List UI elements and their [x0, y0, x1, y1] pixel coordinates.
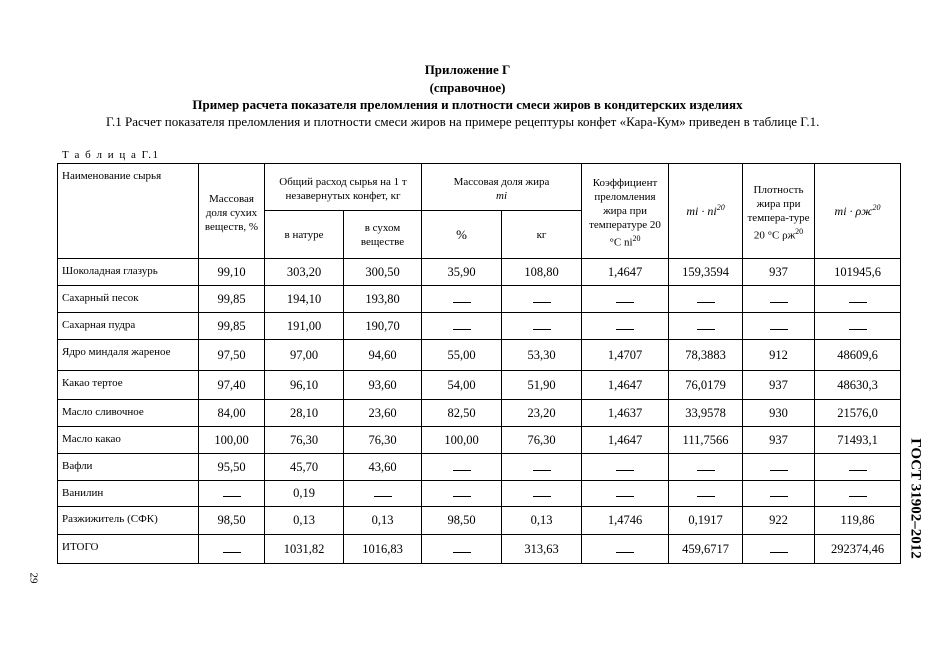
cell-product-rho: 48630,3	[815, 371, 901, 400]
cell-density	[743, 481, 815, 507]
cell-product-rho	[815, 286, 901, 313]
cell-dry-mass: 100,00	[199, 427, 265, 454]
cell-refraction: 1,4647	[582, 259, 669, 286]
header-refraction-label: Коэффициент преломления жира при температуре 20 °С ni	[589, 176, 661, 249]
table-row	[58, 454, 901, 481]
cell-product-n: 159,3594	[669, 259, 743, 286]
cell-dry-substance: 93,60	[344, 371, 422, 400]
cell-dry-substance: 23,60	[344, 400, 422, 427]
calculation-table	[57, 163, 901, 564]
cell-fat-kg: 313,63	[502, 535, 582, 564]
cell-density	[743, 535, 815, 564]
cell-refraction	[582, 313, 669, 340]
header-natural: в натуре	[265, 211, 344, 259]
cell-density: 912	[743, 340, 815, 371]
cell-fat-percent: 35,90	[422, 259, 502, 286]
table-row	[58, 286, 901, 313]
dash-mark	[533, 321, 551, 330]
header-density	[743, 164, 815, 259]
cell-natural: 28,10	[265, 400, 344, 427]
cell-fat-kg: 23,20	[502, 400, 582, 427]
header-dry: в сухом веществе	[344, 211, 422, 259]
header-density-label: Плотность жира при темпера-туре 20 °С ρж	[747, 183, 810, 242]
cell-fat-kg	[502, 481, 582, 507]
cell-fat-kg: 76,30	[502, 427, 582, 454]
dash-mark	[616, 544, 634, 553]
row-name: Ванилин	[58, 481, 199, 507]
cell-dry-mass: 84,00	[199, 400, 265, 427]
cell-product-rho: 292374,46	[815, 535, 901, 564]
cell-natural: 194,10	[265, 286, 344, 313]
row-name: Шоколадная глазурь	[58, 259, 199, 286]
cell-fat-percent: 54,00	[422, 371, 502, 400]
cell-refraction: 1,4707	[582, 340, 669, 371]
dash-mark	[453, 544, 471, 553]
dash-mark	[697, 488, 715, 497]
dash-mark	[849, 488, 867, 497]
cell-density	[743, 286, 815, 313]
cell-dry-substance: 0,13	[344, 507, 422, 535]
cell-dry-substance: 190,70	[344, 313, 422, 340]
dash-mark	[849, 321, 867, 330]
cell-fat-percent	[422, 313, 502, 340]
cell-dry-mass: 99,85	[199, 313, 265, 340]
cell-density	[743, 313, 815, 340]
cell-fat-percent	[422, 535, 502, 564]
cell-density: 922	[743, 507, 815, 535]
cell-refraction	[582, 286, 669, 313]
dash-mark	[374, 488, 392, 497]
table-caption: Т а б л и ц а Г.1	[62, 149, 160, 161]
cell-natural: 0,13	[265, 507, 344, 535]
dash-mark	[770, 462, 788, 471]
cell-product-n	[669, 481, 743, 507]
row-name: ИТОГО	[58, 535, 199, 564]
cell-product-n: 33,9578	[669, 400, 743, 427]
cell-fat-percent: 82,50	[422, 400, 502, 427]
cell-dry-mass: 99,10	[199, 259, 265, 286]
header-fat-fraction	[422, 164, 582, 211]
cell-density: 937	[743, 259, 815, 286]
cell-fat-percent: 100,00	[422, 427, 502, 454]
cell-natural: 45,70	[265, 454, 344, 481]
header-product-rho-label: mi · ρж	[834, 204, 873, 218]
header-product-rho-sup: 20	[872, 203, 881, 212]
cell-dry-mass	[199, 535, 265, 564]
cell-product-n: 0,1917	[669, 507, 743, 535]
cell-product-n: 78,3883	[669, 340, 743, 371]
cell-dry-substance: 193,80	[344, 286, 422, 313]
header-kg: кг	[502, 211, 582, 259]
table-row	[58, 481, 901, 507]
row-name: Вафли	[58, 454, 199, 481]
cell-dry-substance: 94,60	[344, 340, 422, 371]
cell-product-n: 459,6717	[669, 535, 743, 564]
cell-dry-substance	[344, 481, 422, 507]
cell-product-rho: 101945,6	[815, 259, 901, 286]
appendix-subtitle: (справочное)	[429, 80, 506, 95]
dash-mark	[770, 294, 788, 303]
cell-natural: 96,10	[265, 371, 344, 400]
dash-mark	[616, 294, 634, 303]
cell-product-rho	[815, 313, 901, 340]
cell-product-n: 76,0179	[669, 371, 743, 400]
header-total-consumption: Общий расход сырья на 1 т незавернутых конфет, кг	[265, 164, 422, 211]
cell-natural: 303,20	[265, 259, 344, 286]
cell-refraction: 1,4647	[582, 371, 669, 400]
cell-density: 937	[743, 371, 815, 400]
cell-dry-mass: 98,50	[199, 507, 265, 535]
dash-mark	[533, 488, 551, 497]
header-product-n-label: mi · ni	[686, 204, 717, 218]
cell-product-rho: 71493,1	[815, 427, 901, 454]
row-name: Ядро миндаля жареное	[58, 340, 199, 371]
cell-refraction	[582, 535, 669, 564]
row-name: Сахарная пудра	[58, 313, 199, 340]
header-product-rho	[815, 164, 901, 259]
cell-fat-kg: 108,80	[502, 259, 582, 286]
table-row	[58, 535, 901, 564]
cell-density: 937	[743, 427, 815, 454]
dash-mark	[770, 321, 788, 330]
standard-label-text: ГОСТ 31902–2012	[907, 438, 924, 559]
cell-fat-kg: 0,13	[502, 507, 582, 535]
cell-natural: 97,00	[265, 340, 344, 371]
cell-dry-substance: 76,30	[344, 427, 422, 454]
header-fat-symbol: mi	[496, 189, 507, 202]
dash-mark	[223, 544, 241, 553]
dash-mark	[616, 488, 634, 497]
cell-fat-kg	[502, 454, 582, 481]
cell-fat-percent	[422, 454, 502, 481]
dash-mark	[223, 488, 241, 497]
cell-fat-kg	[502, 286, 582, 313]
cell-natural: 191,00	[265, 313, 344, 340]
table-row	[58, 371, 901, 400]
row-name: Какао тертое	[58, 371, 199, 400]
row-name: Масло сливочное	[58, 400, 199, 427]
cell-natural: 76,30	[265, 427, 344, 454]
dash-mark	[697, 321, 715, 330]
cell-fat-percent	[422, 286, 502, 313]
cell-dry-mass: 99,85	[199, 286, 265, 313]
cell-product-n	[669, 454, 743, 481]
cell-product-n	[669, 313, 743, 340]
cell-fat-kg: 51,90	[502, 371, 582, 400]
cell-dry-substance: 43,60	[344, 454, 422, 481]
cell-dry-substance: 300,50	[344, 259, 422, 286]
table-header-row	[58, 164, 901, 211]
cell-product-rho: 21576,0	[815, 400, 901, 427]
header-refraction-sup: 20	[632, 233, 641, 243]
dash-mark	[770, 488, 788, 497]
table-row	[58, 340, 901, 371]
cell-dry-mass: 97,40	[199, 371, 265, 400]
cell-natural: 0,19	[265, 481, 344, 507]
cell-natural: 1031,82	[265, 535, 344, 564]
dash-mark	[616, 462, 634, 471]
table-row	[58, 313, 901, 340]
dash-mark	[533, 462, 551, 471]
page-number: 29	[27, 572, 40, 584]
header-density-sup: 20	[795, 226, 804, 236]
cell-product-n	[669, 286, 743, 313]
dash-mark	[453, 462, 471, 471]
header-product-n	[669, 164, 743, 259]
cell-product-rho	[815, 454, 901, 481]
header-percent: %	[422, 211, 502, 259]
dash-mark	[453, 294, 471, 303]
header-name: Наименование сырья	[58, 164, 199, 259]
dash-mark	[697, 462, 715, 471]
dash-mark	[849, 294, 867, 303]
standard-label	[905, 430, 925, 570]
cell-product-rho: 119,86	[815, 507, 901, 535]
intro-paragraph: Г.1 Расчет показателя преломления и плотности смеси жиров на примере рецептуры конфет «Кара-Кум» приведен в таблице Г.1.	[106, 114, 820, 129]
table-row	[58, 400, 901, 427]
dash-mark	[616, 321, 634, 330]
dash-mark	[453, 321, 471, 330]
cell-dry-substance: 1016,83	[344, 535, 422, 564]
header-product-n-sup: 20	[716, 203, 725, 212]
cell-product-rho: 48609,6	[815, 340, 901, 371]
cell-refraction	[582, 454, 669, 481]
cell-product-rho	[815, 481, 901, 507]
cell-refraction: 1,4746	[582, 507, 669, 535]
cell-density: 930	[743, 400, 815, 427]
cell-fat-percent	[422, 481, 502, 507]
cell-refraction: 1,4647	[582, 427, 669, 454]
row-name: Сахарный песок	[58, 286, 199, 313]
dash-mark	[533, 294, 551, 303]
cell-dry-mass: 97,50	[199, 340, 265, 371]
cell-refraction	[582, 481, 669, 507]
row-name: Разжижитель (СФК)	[58, 507, 199, 535]
header-dry-mass: Массовая доля сухих веществ, %	[199, 164, 265, 259]
table-row	[58, 507, 901, 535]
dash-mark	[770, 544, 788, 553]
table-row	[58, 259, 901, 286]
dash-mark	[697, 294, 715, 303]
row-name: Масло какао	[58, 427, 199, 454]
header-refraction	[582, 164, 669, 259]
cell-dry-mass: 95,50	[199, 454, 265, 481]
appendix-heading: Пример расчета показателя преломления и плотности смеси жиров в кондитерских изделиях	[192, 97, 743, 112]
dash-mark	[849, 462, 867, 471]
cell-fat-percent: 55,00	[422, 340, 502, 371]
cell-dry-mass	[199, 481, 265, 507]
table-row	[58, 427, 901, 454]
cell-refraction: 1,4637	[582, 400, 669, 427]
cell-fat-percent: 98,50	[422, 507, 502, 535]
header-fat-fraction-label: Массовая доля жира	[453, 175, 550, 188]
cell-product-n: 111,7566	[669, 427, 743, 454]
cell-fat-kg: 53,30	[502, 340, 582, 371]
cell-density	[743, 454, 815, 481]
cell-fat-kg	[502, 313, 582, 340]
dash-mark	[453, 488, 471, 497]
appendix-title: Приложение Г	[424, 62, 511, 77]
